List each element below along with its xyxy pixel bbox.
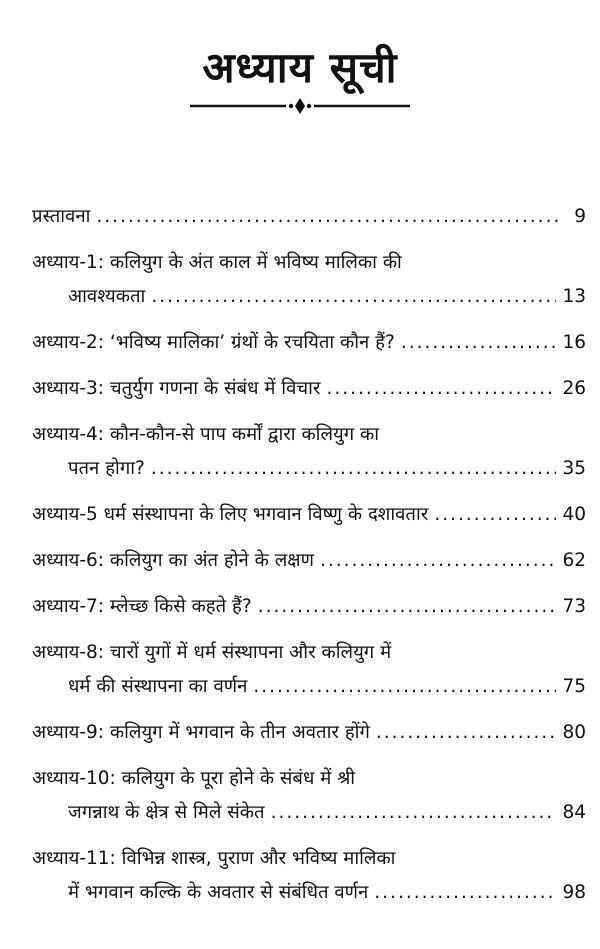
toc-entry-page-number: 26	[562, 378, 586, 399]
toc-entry-title: अध्याय-2: ‘भविष्य मालिका’ ग्रंथों के रचयिता कौन हैं?	[32, 332, 395, 353]
toc-entry-page-number: 73	[562, 596, 586, 617]
toc-entry-title: प्रस्तावना	[32, 206, 91, 227]
dot-leader	[327, 372, 557, 406]
toc-entry-title: में भगवान कल्कि के अवतार से संबंधित वर्णन	[68, 882, 369, 903]
toc-entry-title: अध्याय-3: चतुर्युग गणना के संबंध में विचार	[32, 378, 321, 399]
toc-entry-line	[32, 246, 586, 280]
toc-entry-line	[32, 326, 586, 360]
toc-entry[interactable]	[32, 842, 586, 910]
toc-entry[interactable]	[32, 544, 586, 578]
toc-entry-title: पतन होगा?	[68, 458, 145, 479]
toc-entry-line	[32, 762, 586, 796]
toc-entry-title: अध्याय-5 धर्म संस्थापना के लिए भगवान विष्णु के दशावतार	[32, 504, 429, 525]
toc-entry[interactable]	[32, 246, 586, 314]
toc-entry-title: अध्याय-10: कलियुग के पूरा होने के संबंध में श्री	[32, 768, 356, 789]
dot-leader	[320, 544, 557, 578]
page-title: अध्याय सूची	[202, 43, 398, 92]
toc-entry-page-number: 16	[562, 332, 586, 353]
toc-entry[interactable]	[32, 636, 586, 704]
toc-entry[interactable]	[32, 372, 586, 406]
toc-entry-page-number: 62	[562, 550, 586, 571]
toc-entry-line	[32, 716, 586, 750]
toc-entry[interactable]	[32, 590, 586, 624]
toc-entry-page-number: 40	[562, 504, 586, 525]
toc-entry-title: अध्याय-8: चारों युगों में धर्म संस्थापना और कलियुग में	[32, 642, 392, 663]
toc-entry[interactable]	[32, 418, 586, 486]
toc-entry[interactable]	[32, 498, 586, 532]
toc-entry-line	[32, 796, 586, 830]
toc-entry-title: जगन्नाथ के क्षेत्र से मिले संकेत	[68, 802, 265, 823]
toc-list	[32, 200, 586, 922]
toc-entry-page-number: 9	[574, 206, 586, 227]
dot-leader	[434, 498, 556, 532]
dot-leader	[401, 326, 557, 360]
toc-entry[interactable]	[32, 716, 586, 750]
toc-entry[interactable]	[32, 762, 586, 830]
dot-leader	[374, 876, 556, 910]
toc-entry-page-number: 35	[562, 458, 586, 479]
toc-entry-title: अध्याय-4: कौन-कौन-से पाप कर्मों द्वारा कलियुग का	[32, 424, 380, 445]
toc-entry-line	[32, 280, 586, 314]
dot-leader	[271, 796, 557, 830]
toc-entry-page-number: 75	[562, 676, 586, 697]
toc-entry-line	[32, 498, 586, 532]
toc-entry-line	[32, 200, 586, 234]
toc-entry-line	[32, 418, 586, 452]
toc-entry-title: अध्याय-7: म्लेच्छ किसे कहते हैं?	[32, 596, 252, 617]
dot-leader	[258, 590, 557, 624]
title-divider-ornament	[188, 96, 412, 116]
toc-entry[interactable]	[32, 200, 586, 234]
toc-entry-line	[32, 876, 586, 910]
toc-entry-line	[32, 372, 586, 406]
toc-entry-line	[32, 636, 586, 670]
dot-leader	[376, 716, 557, 750]
dot-leader	[151, 280, 556, 314]
toc-entry-title: अध्याय-9: कलियुग में भगवान के तीन अवतार होंगे	[32, 722, 370, 743]
toc-entry-title: आवश्यकता	[68, 286, 146, 307]
dot-leader	[253, 670, 556, 704]
toc-entry-page-number: 98	[562, 882, 586, 903]
toc-entry-line	[32, 590, 586, 624]
toc-entry-line	[32, 544, 586, 578]
toc-entry-line	[32, 452, 586, 486]
toc-entry-page-number: 80	[562, 722, 586, 743]
toc-entry-line	[32, 670, 586, 704]
toc-entry[interactable]	[32, 326, 586, 360]
dot-leader	[151, 452, 557, 486]
toc-entry-page-number: 13	[562, 286, 586, 307]
dot-leader	[96, 200, 558, 234]
toc-entry-title: अध्याय-11: विभिन्न शास्त्र, पुराण और भविष्य मालिका	[32, 848, 396, 869]
toc-entry-line	[32, 842, 586, 876]
toc-entry-title: धर्म की संस्थापना का वर्णन	[68, 676, 248, 697]
toc-entry-title: अध्याय-1: कलियुग के अंत काल में भविष्य मालिका की	[32, 252, 402, 273]
toc-entry-page-number: 84	[562, 802, 586, 823]
toc-entry-title: अध्याय-6: कलियुग का अंत होने के लक्षण	[32, 550, 314, 571]
